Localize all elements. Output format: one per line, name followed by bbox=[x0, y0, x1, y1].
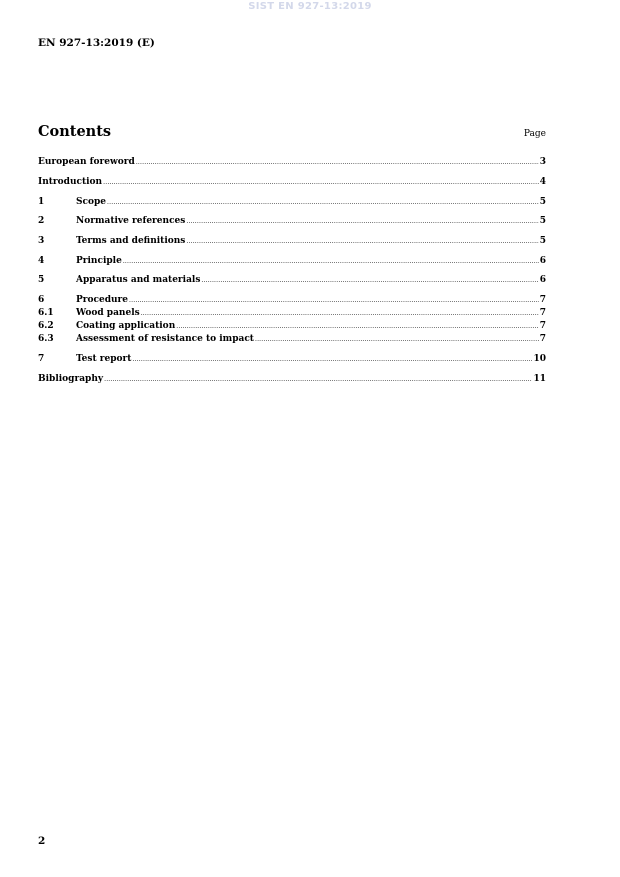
watermark: SIST EN 927-13:2019 bbox=[248, 1, 372, 12]
toc-entry-label: Coating application bbox=[76, 321, 176, 331]
toc-leader-dots bbox=[107, 199, 539, 206]
toc-leader-dots bbox=[186, 238, 538, 245]
toc-leader-dots bbox=[176, 323, 539, 330]
toc-entry-number: 3 bbox=[38, 236, 45, 246]
toc-entry-procedure[interactable] bbox=[38, 295, 546, 307]
toc-entry-page: 3 bbox=[539, 157, 546, 167]
toc-entry-page: 4 bbox=[539, 177, 546, 187]
toc-entry-label: Normative references bbox=[76, 216, 186, 226]
toc-entry-test-report[interactable] bbox=[38, 354, 546, 366]
toc-entry-page: 7 bbox=[539, 321, 546, 331]
toc-header bbox=[38, 123, 546, 140]
toc-entry-principle[interactable] bbox=[38, 256, 546, 268]
page-number: 2 bbox=[38, 835, 46, 847]
toc-entry-label: Principle bbox=[76, 256, 122, 266]
toc-entry-label: Scope bbox=[76, 197, 107, 207]
toc-entry-label: Test report bbox=[76, 354, 132, 364]
toc-leader-dots bbox=[141, 310, 539, 317]
toc-entry-number: 1 bbox=[38, 197, 45, 207]
toc-entry-label: Wood panels bbox=[76, 308, 140, 318]
toc-page-label: Page bbox=[523, 129, 546, 139]
toc-entry-page: 11 bbox=[533, 374, 546, 384]
toc-entry-label: Introduction bbox=[38, 177, 103, 187]
toc-leader-dots bbox=[123, 258, 539, 265]
toc-leader-dots bbox=[104, 376, 532, 383]
toc-entry-page: 7 bbox=[539, 334, 546, 344]
toc-leader-dots bbox=[103, 179, 539, 186]
toc-entry-scope[interactable] bbox=[38, 197, 546, 209]
toc-entry-number: 7 bbox=[38, 354, 45, 364]
toc-leader-dots bbox=[186, 218, 538, 225]
toc-leader-dots bbox=[136, 159, 539, 166]
toc-entry-number: 6 bbox=[38, 295, 45, 305]
toc-entry-label: Bibliography bbox=[38, 374, 104, 384]
toc-entry-number: 6.1 bbox=[38, 308, 54, 318]
toc-leader-dots bbox=[201, 277, 538, 284]
toc-entry-wood-panels[interactable] bbox=[38, 308, 546, 320]
toc-entry-page: 10 bbox=[533, 354, 546, 364]
toc-entry-coating-application[interactable] bbox=[38, 321, 546, 333]
toc-entry-number: 2 bbox=[38, 216, 45, 226]
toc-leader-dots bbox=[129, 297, 539, 304]
toc-entry-apparatus-and-materials[interactable] bbox=[38, 275, 546, 287]
toc-leader-dots bbox=[255, 336, 539, 343]
toc-entry-foreword[interactable] bbox=[38, 157, 546, 169]
toc-entry-normative-references[interactable] bbox=[38, 216, 546, 228]
toc-entry-number: 6.2 bbox=[38, 321, 54, 331]
toc-entry-assessment-of-resistance-to-impact[interactable] bbox=[38, 334, 546, 346]
toc-entry-number: 4 bbox=[38, 256, 45, 266]
toc-entry-introduction[interactable] bbox=[38, 177, 546, 189]
toc-entry-page: 7 bbox=[539, 295, 546, 305]
toc-entry-bibliography[interactable] bbox=[38, 374, 546, 386]
toc-entry-number: 5 bbox=[38, 275, 45, 285]
toc-entry-label: Apparatus and materials bbox=[76, 275, 201, 285]
toc-entry-label: Procedure bbox=[76, 295, 129, 305]
toc-leader-dots bbox=[132, 356, 532, 363]
toc-entry-number: 6.3 bbox=[38, 334, 54, 344]
toc-entry-page: 6 bbox=[539, 275, 546, 285]
toc-title: Contents bbox=[38, 123, 112, 140]
toc-entry-label: Terms and definitions bbox=[76, 236, 186, 246]
toc-entry-page: 6 bbox=[539, 256, 546, 266]
toc-entry-label: European foreword bbox=[38, 157, 135, 167]
toc-entry-page: 5 bbox=[539, 236, 546, 246]
toc-entry-page: 5 bbox=[539, 197, 546, 207]
toc-entry-label: Assessment of resistance to impact bbox=[76, 334, 254, 344]
document-id: EN 927-13:2019 (E) bbox=[38, 37, 155, 49]
toc-entry-terms-and-definitions[interactable] bbox=[38, 236, 546, 248]
toc-entry-page: 5 bbox=[539, 216, 546, 226]
toc-entry-page: 7 bbox=[539, 308, 546, 318]
